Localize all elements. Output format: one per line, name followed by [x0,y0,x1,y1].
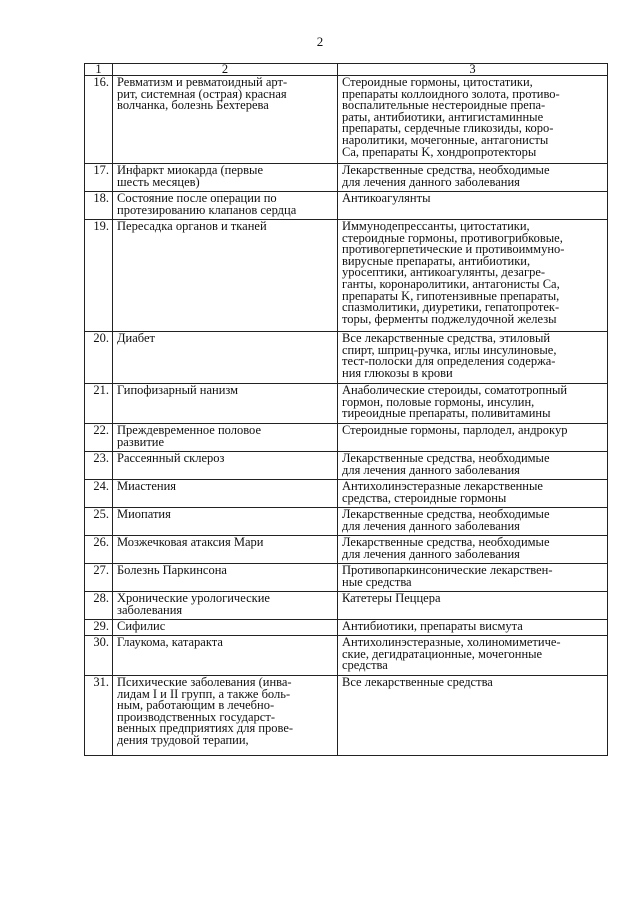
disease-name: Диабет [113,332,338,384]
row-number: 22. [85,424,113,452]
row-number: 17. [85,164,113,192]
row-number: 16. [85,76,113,164]
disease-name: Мозжечковая атаксия Мари [113,536,338,564]
disease-name: Сифилис [113,620,338,636]
drug-list: Противопаркинсонические лекарствен- ные средства [338,564,608,592]
table-body [85,76,608,756]
row-number: 26. [85,536,113,564]
table-row [85,76,608,164]
drug-list: Антикоагулянты [338,192,608,220]
table-row [85,620,608,636]
disease-name: Психические заболевания (инва- лидам I и II групп, а также боль- ным, работающим в лечебно- производственных государст- венных предприятиях для прове- дения трудовой терапии, [113,676,338,756]
drug-list: Лекарственные средства, необходимые для лечения данного заболевания [338,508,608,536]
row-number: 29. [85,620,113,636]
drug-list: Анаболические стероиды, соматотропный гормон, половые гормоны, инсулин, тиреоидные препараты, поливитамины [338,384,608,424]
row-number: 25. [85,508,113,536]
table-row [85,220,608,332]
table-row [85,536,608,564]
column-header-drugs: 3 [338,64,608,76]
disease-name: Рассеянный склероз [113,452,338,480]
row-number: 19. [85,220,113,332]
table-row [85,676,608,756]
disease-name: Состояние после операции по протезированию клапанов сердца [113,192,338,220]
row-number: 30. [85,636,113,676]
drug-list: Иммунодепрессанты, цитостатики, стероидные гормоны, противогрибковые, противогерпетические и противоиммуно- вирусные препараты, антибиотики, уросептики, антикоагулянты, дезагре- ганты, коронаролитики, антагонисты Ca, препараты K, гипотензивные препараты, спазмолитики, диуретики, гепатопротек- торы, ферменты поджелудочной железы [338,220,608,332]
drug-list: Лекарственные средства, необходимые для лечения данного заболевания [338,164,608,192]
drug-list: Все лекарственные средства [338,676,608,756]
column-header-number: 1 [85,64,113,76]
table-row [85,452,608,480]
table-row [85,164,608,192]
table-row [85,332,608,384]
disease-name: Пересадка органов и тканей [113,220,338,332]
disease-name: Миастения [113,480,338,508]
table-row [85,192,608,220]
drug-list: Антихолинэстеразные, холиномиметиче- ские, дегидратационные, мочегонные средства [338,636,608,676]
drug-list: Лекарственные средства, необходимые для лечения данного заболевания [338,536,608,564]
table-row [85,592,608,620]
disease-name: Гипофизарный нанизм [113,384,338,424]
drug-list: Лекарственные средства, необходимые для лечения данного заболевания [338,452,608,480]
disease-name: Преждевременное половое развитие [113,424,338,452]
row-number: 20. [85,332,113,384]
disease-name: Глаукома, катаракта [113,636,338,676]
row-number: 21. [85,384,113,424]
table-row [85,508,608,536]
row-number: 27. [85,564,113,592]
table-row [85,384,608,424]
table-row [85,480,608,508]
table-row [85,636,608,676]
disease-name: Болезнь Паркинсона [113,564,338,592]
table-row [85,564,608,592]
column-header-disease: 2 [113,64,338,76]
row-number: 31. [85,676,113,756]
table-row [85,424,608,452]
drug-list: Антибиотики, препараты висмута [338,620,608,636]
disease-name: Инфаркт миокарда (первые шесть месяцев) [113,164,338,192]
drug-list: Все лекарственные средства, этиловый спирт, шприц-ручка, иглы инсулиновые, тест-полоски для определения содержа- ния глюкозы в крови [338,332,608,384]
row-number: 23. [85,452,113,480]
drug-list: Стероидные гормоны, цитостатики, препараты коллоидного золота, противо- воспалительные нестероидные препа- раты, антибиотики, антигистаминные препараты, сердечные гликозиды, коро- наролитики, мочегонные, антагонисты Ca, препараты K, хондропротекторы [338,76,608,164]
disease-name: Миопатия [113,508,338,536]
drug-list: Катетеры Пеццера [338,592,608,620]
row-number: 24. [85,480,113,508]
row-number: 28. [85,592,113,620]
benefits-table [84,63,608,756]
drug-list: Стероидные гормоны, парлодел, андрокур [338,424,608,452]
row-number: 18. [85,192,113,220]
disease-name: Хронические урологические заболевания [113,592,338,620]
drug-list: Антихолинэстеразные лекарственные средства, стероидные гормоны [338,480,608,508]
table-header-row [85,64,608,76]
page-number: 2 [316,34,324,49]
disease-name: Ревматизм и ревматоидный арт- рит, системная (острая) красная волчанка, болезнь Бехтерева [113,76,338,164]
